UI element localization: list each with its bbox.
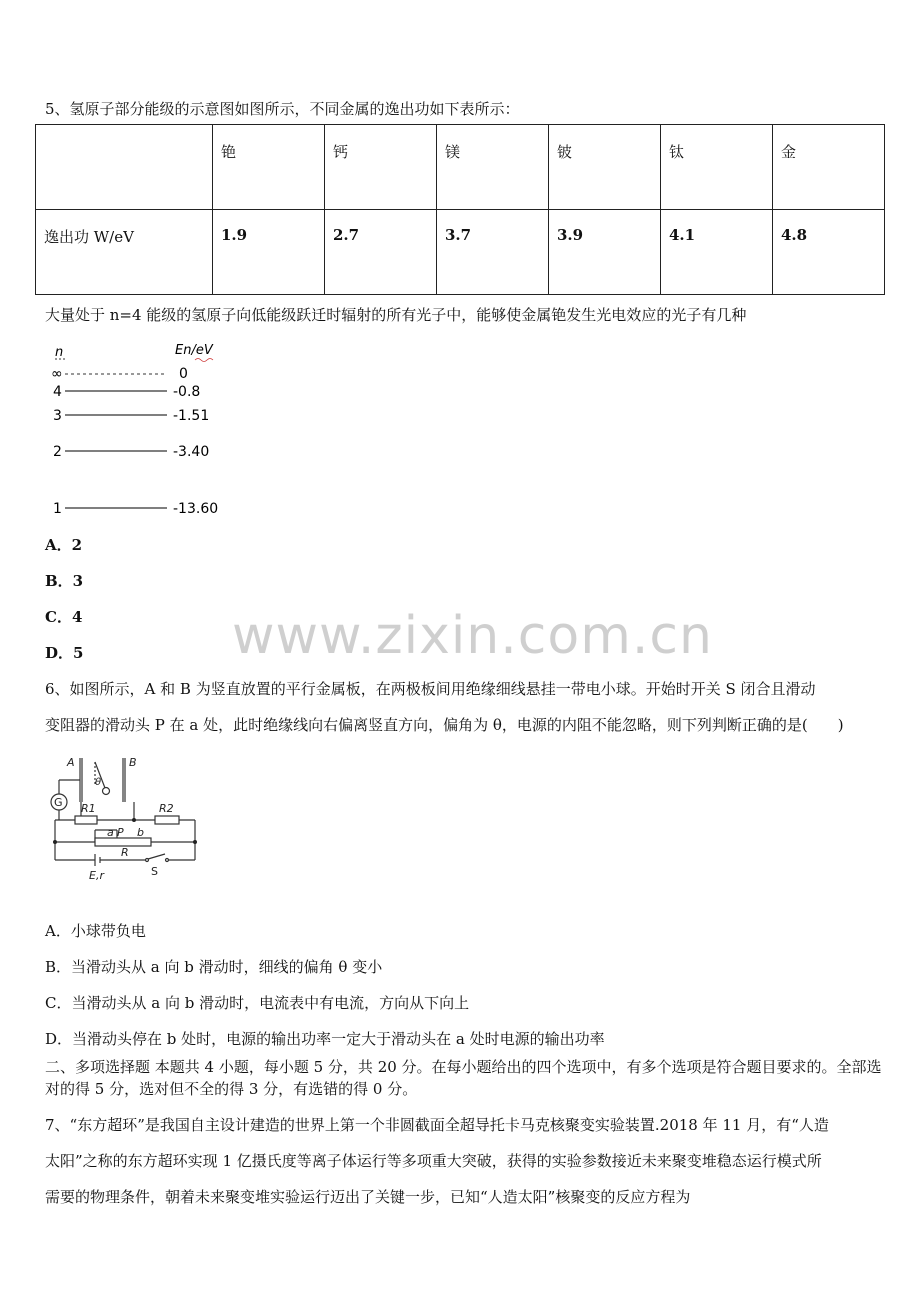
work-function-table: [35, 124, 885, 295]
level-energy: -0.8: [173, 384, 201, 400]
q5-option-c: C．4: [45, 608, 83, 626]
table-header-cell: 铍: [549, 125, 661, 210]
table-cell: 4.8: [773, 210, 885, 295]
angle-label: θ: [95, 777, 102, 788]
watermark: www.zixin.com.cn: [232, 606, 713, 666]
table-header-row: [36, 125, 885, 210]
level-energy: -13.60: [173, 501, 219, 517]
circuit-diagram: [45, 752, 205, 887]
q5-option-b: B．3: [45, 572, 84, 590]
q6-line1: 6、如图所示，A 和 B 为竖直放置的平行金属板，在两极板间用绝缘细线悬挂一带电小球。开始时开关 S 闭合且滑动: [45, 680, 816, 698]
table-header-cell: 金: [773, 125, 885, 210]
table-row-label: 逸出功 W/eV: [36, 210, 213, 295]
q5-option-d: D．5: [45, 644, 84, 662]
table-row: [36, 210, 885, 295]
galvanometer-label: G: [54, 796, 63, 809]
table-header-cell: 镁: [437, 125, 549, 210]
table-header-cell: 钙: [325, 125, 437, 210]
q5-stem: 5、氢原子部分能级的示意图如图所示，不同金属的逸出功如下表所示：: [45, 100, 520, 118]
level-n: ∞: [51, 366, 63, 382]
q7-line1: 7、“东方超环”是我国自主设计建造的世界上第一个非圆截面全超导托卡马克核聚变实验装置.2018 年 11 月，有“人造: [45, 1116, 829, 1134]
table-cell: 4.1: [661, 210, 773, 295]
table-cell: 2.7: [325, 210, 437, 295]
q6-option-a: A．小球带负电: [45, 922, 146, 940]
table-cell: 3.9: [549, 210, 661, 295]
level-n: 2: [53, 444, 62, 460]
q6-option-d: D．当滑动头停在 b 处时，电源的输出功率一定大于滑动头在 a 处时电源的输出功率: [45, 1030, 605, 1048]
plate-a-label: A: [67, 756, 75, 769]
plate-b-label: B: [129, 756, 137, 769]
en-header: En/eV: [175, 343, 213, 358]
level-n: 3: [53, 408, 62, 424]
switch-label: S: [151, 865, 158, 878]
rheostat-p-label: P: [117, 826, 124, 839]
n-header: n: [55, 345, 64, 360]
table-header-cell: 钛: [661, 125, 773, 210]
q5-question: 大量处于 n=4 能级的氢原子向低能级跃迁时辐射的所有光子中，能够使金属铯发生光电效应的光子有几种: [45, 306, 747, 324]
level-energy: -1.51: [173, 408, 210, 424]
table-header-cell: [36, 125, 213, 210]
r2-label: R2: [159, 802, 174, 815]
source-label: E,r: [89, 869, 104, 882]
q6-option-b: B．当滑动头从 a 向 b 滑动时，细线的偏角 θ 变小: [45, 958, 383, 976]
level-energy: 0: [179, 366, 188, 382]
q5-option-a: A．2: [45, 536, 83, 554]
rheostat-b-label: b: [137, 826, 144, 839]
section2-instructions: 二、多项选择题 本题共 4 小题，每小题 5 分，共 20 分。在每小题给出的四个选项中，有多个选项是符合题目要求的。全部选对的得 5 分，选对但不全的得 3 分，有选错的得 0 分。: [45, 1058, 882, 1098]
q7-line3: 需要的物理条件，朝着未来聚变堆实验运行迈出了关键一步，已知“人造太阳”核聚变的反应方程为: [45, 1188, 691, 1206]
level-energy: -3.40: [173, 444, 210, 460]
level-n: 4: [53, 384, 62, 400]
rheostat-a-label: a: [107, 826, 114, 839]
q6-option-c: C．当滑动头从 a 向 b 滑动时，电流表中有电流，方向从下向上: [45, 994, 470, 1012]
table-cell: 3.7: [437, 210, 549, 295]
q7-line2: 太阳”之称的东方超环实现 1 亿摄氏度等离子体运行等多项重大突破，获得的实验参数接近未来聚变堆稳态运行模式所: [45, 1152, 822, 1170]
energy-level-diagram: [45, 338, 235, 523]
table-cell: 1.9: [213, 210, 325, 295]
q6-line2: 变阻器的滑动头 P 在 a 处，此时绝缘线向右偏离竖直方向，偏角为 θ，电源的内阻不能忽略，则下列判断正确的是( ): [45, 716, 844, 734]
level-n: 1: [53, 501, 62, 517]
r1-label: R1: [81, 802, 96, 815]
table-header-cell: 铯: [213, 125, 325, 210]
rheostat-r-label: R: [121, 846, 129, 859]
